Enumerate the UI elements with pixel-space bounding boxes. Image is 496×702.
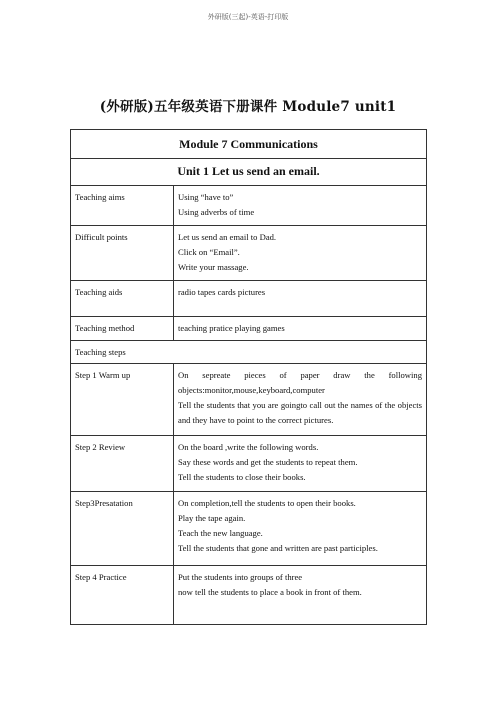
page-title: (外研版)五年级英语下册课件 Module7 unit1 — [99, 99, 397, 115]
row-label: Teaching method — [71, 317, 174, 341]
content-line: teaching pratice playing games — [178, 323, 285, 333]
table-row — [71, 566, 427, 625]
page-header: 外研版(三起)-英语-打印版 — [207, 13, 289, 21]
content-line: On sepreate pieces of paper draw the following objects:monitor,mouse,keyboard,computer — [178, 370, 422, 395]
table-row — [71, 341, 427, 364]
table-header-unit — [71, 159, 427, 186]
content-line: Play the tape again. — [178, 513, 246, 523]
content-line: Using “have to” — [178, 192, 234, 202]
content-line: On the board ,write the following words. — [178, 442, 319, 452]
content-line: Let us send an email to Dad. — [178, 232, 277, 242]
row-label: Difficult points — [71, 226, 174, 281]
row-label: Teaching aims — [71, 186, 174, 226]
content-line: On completion,tell the students to open their books. — [178, 498, 356, 508]
row-label: Step 4 Practice — [71, 566, 174, 625]
table-row — [71, 317, 427, 341]
row-content — [174, 186, 427, 226]
content-line: Write your massage. — [178, 262, 249, 272]
content-line: Tell the students that you are goingto call out the names of the objects and they have to point to the correct pictures. — [178, 400, 422, 425]
unit-title: Unit 1 Let us send an email. — [71, 159, 427, 186]
table-row — [71, 281, 427, 317]
table-header-module — [71, 130, 427, 159]
content-line: Tell the students to close their books. — [178, 472, 306, 482]
row-content — [174, 566, 427, 625]
module-title: Module 7 Communications — [71, 130, 427, 159]
lesson-plan-table — [70, 129, 427, 625]
row-content — [174, 281, 427, 317]
content-line: Put the students into groups of three — [178, 572, 303, 582]
row-label: Step 2 Review — [71, 436, 174, 492]
table-row — [71, 492, 427, 566]
content-line: radio tapes cards pictures — [178, 287, 266, 297]
row-content — [174, 364, 427, 436]
row-content — [174, 436, 427, 492]
content-line: Say these words and get the students to repeat them. — [178, 457, 358, 467]
row-label: Step 1 Warm up — [71, 364, 174, 436]
content-line: Teach the new language. — [178, 528, 263, 538]
table-row — [71, 364, 427, 436]
row-label: Teaching aids — [71, 281, 174, 317]
content-line: now tell the students to place a book in front of them. — [178, 587, 362, 597]
table-row — [71, 186, 427, 226]
table-row — [71, 436, 427, 492]
content-line: Using adverbs of time — [178, 207, 255, 217]
content-line: Tell the students that gone and written are past participles. — [178, 543, 378, 553]
row-label: Teaching steps — [71, 341, 427, 364]
row-content — [174, 317, 427, 341]
row-content — [174, 226, 427, 281]
row-label: Step3Presatation — [71, 492, 174, 566]
table-row — [71, 226, 427, 281]
row-content — [174, 492, 427, 566]
content-line: Click on “Email”. — [178, 247, 240, 257]
